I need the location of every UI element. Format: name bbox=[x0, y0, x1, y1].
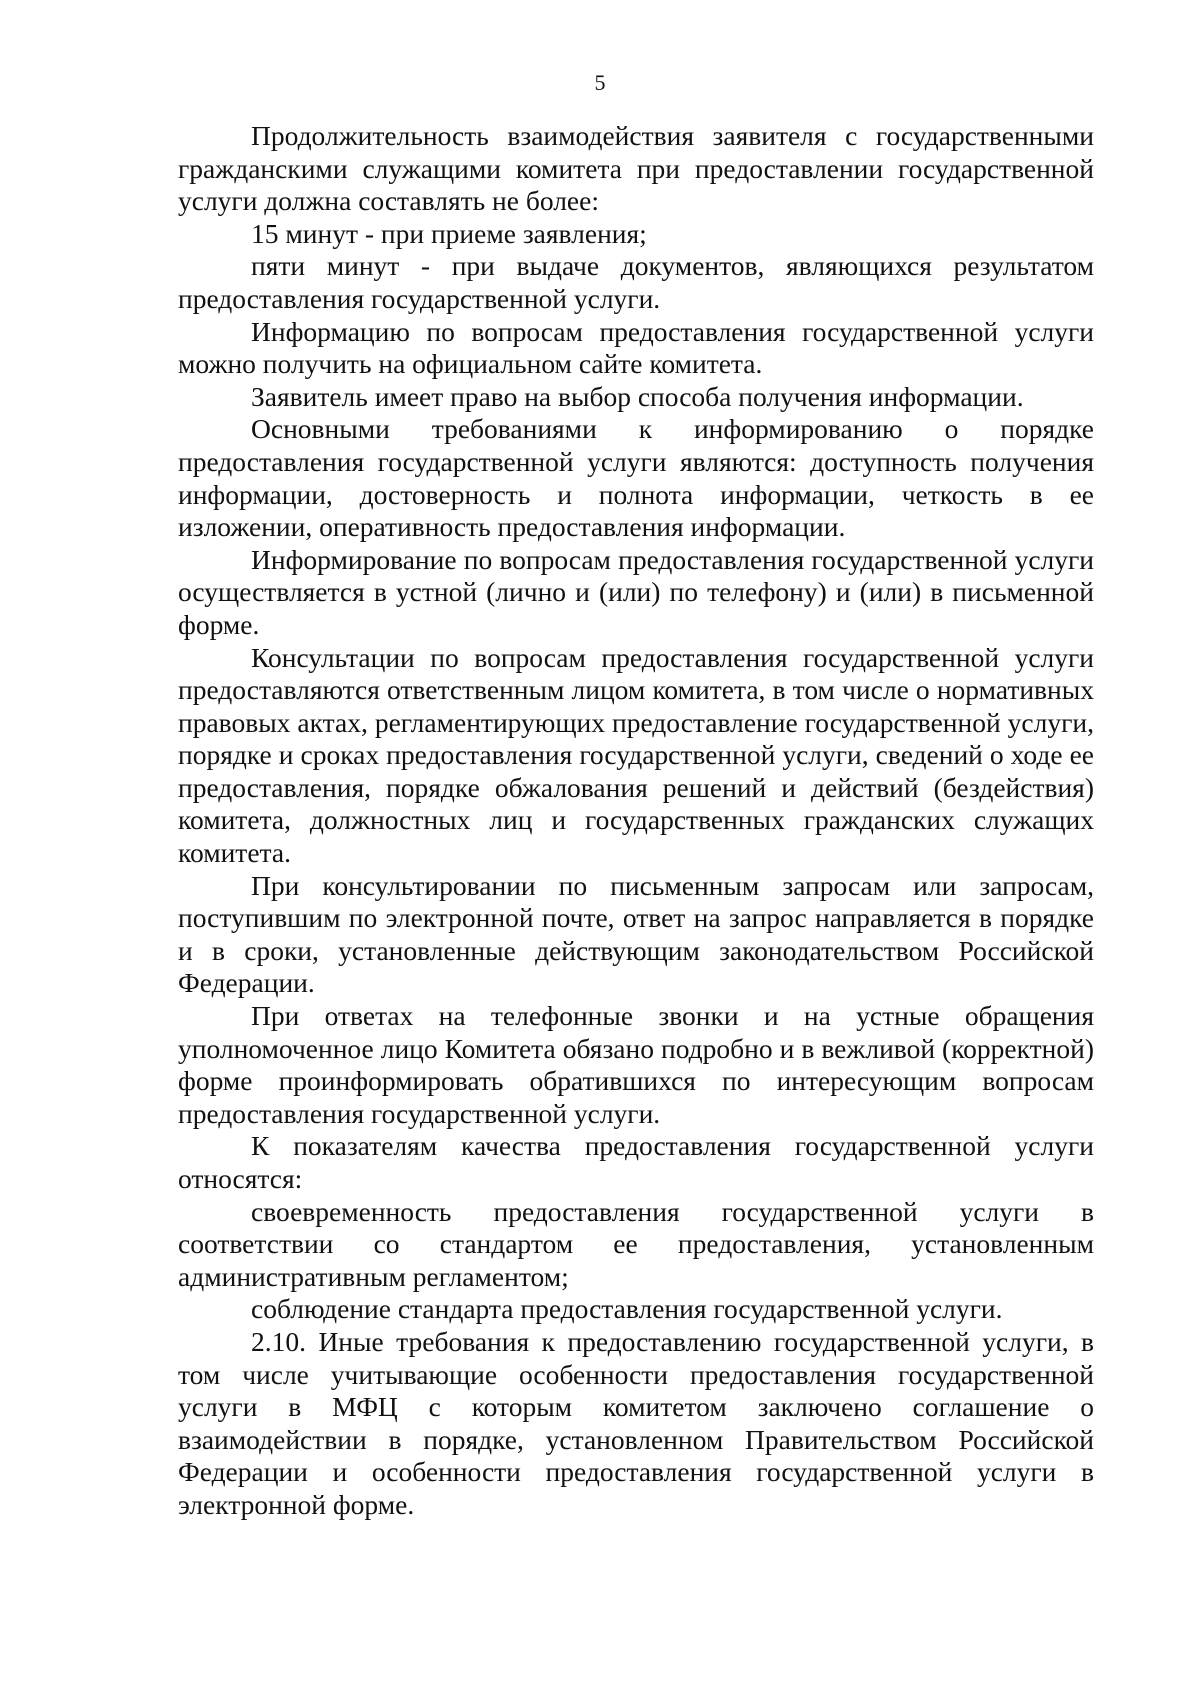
paragraph-main-requirements: Основными требованиями к информированию о порядке предоставления государственной услуги являются: доступность получения информации, достоверность и полнота информации, четкость в ее изложении, оперативность предоставления информации. bbox=[178, 413, 1094, 543]
paragraph-standard-compliance: соблюдение стандарта предоставления государственной услуги. bbox=[251, 1293, 1003, 1325]
paragraph-choice-of-method: Заявитель имеет право на выбор способа получения информации. bbox=[251, 380, 1024, 412]
paragraph-written-requests: При консультировании по письменным запросам или запросам, поступившим по электронной почте, ответ на запрос направляется в порядке и в сроки, установленные действующим законодательством Российской Федерации. bbox=[178, 869, 1094, 999]
paragraph-section-2-10: 2.10. Иные требования к предоставлению государственной услуги, в том числе учитывающие особенности предоставления государственной услуги в МФЦ с которым комитетом заключено соглашение о взаимодействии в порядке, установленном Правительством Российской Федерации и особенности предоставления государственной услуги в электронной форме. bbox=[178, 1325, 1094, 1520]
document-body bbox=[178, 120, 1094, 1522]
paragraph-consultations: Консультации по вопросам предоставления государственной услуги предоставляются ответственным лицом комитета, в том числе о нормативных правовых актах, регламентирующих предоставление государственной услуги, порядке и сроках предоставления государственной услуги, сведений о ходе ее предоставления, порядке обжалования решений и действий (бездействия) комитета, должностных лиц и государственных гражданских служащих комитета. bbox=[178, 641, 1094, 869]
paragraph-official-site: Информацию по вопросам предоставления государственной услуги можно получить на официальном сайте комитета. bbox=[178, 315, 1094, 380]
paragraph-timeliness: своевременность предоставления государственной услуги в соответствии со стандартом ее предоставления, установленным административным регламентом; bbox=[178, 1195, 1094, 1292]
paragraph-quality-indicators: К показателям качества предоставления государственной услуги относятся: bbox=[178, 1130, 1094, 1194]
paragraph-informing-forms: Информирование по вопросам предоставления государственной услуги осуществляется в устной (лично и (или) по телефону) и (или) в письменной форме. bbox=[178, 543, 1094, 640]
paragraph-interaction-duration: Продолжительность взаимодействия заявителя с государственными гражданскими служащими комитета при предоставлении государственной услуги должна составлять не более: bbox=[178, 120, 1094, 217]
paragraph-five-minutes: пяти минут - при выдаче документов, являющихся результатом предоставления государственной услуги. bbox=[178, 250, 1094, 314]
paragraph-phone-calls: При ответах на телефонные звонки и на устные обращения уполномоченное лицо Комитета обязано подробно и в вежливой (корректной) форме проинформировать обратившихся по интересующим вопросам предоставления государственной услуги. bbox=[178, 1000, 1094, 1129]
paragraph-15-minutes: 15 минут - при приеме заявления; bbox=[251, 217, 647, 249]
page-number: 5 bbox=[594, 70, 606, 95]
